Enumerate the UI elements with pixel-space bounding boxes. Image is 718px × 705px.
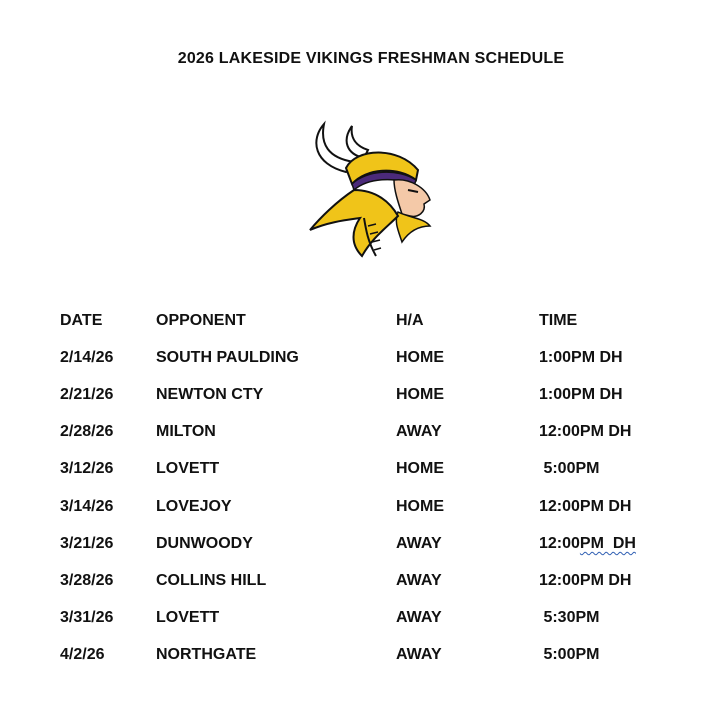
row-time-hour: 12:00 [539, 535, 580, 552]
row-ha: HOME [396, 498, 444, 515]
column-header-time: TIME [539, 312, 578, 329]
row-opponent: NORTHGATE [156, 646, 257, 663]
table-row [0, 606, 718, 630]
table-row [0, 495, 718, 519]
table-row [0, 457, 718, 481]
row-time: 12:00PM DH [539, 423, 632, 440]
row-time: 5:00PM [539, 646, 600, 663]
row-opponent: DUNWOODY [156, 535, 253, 552]
column-header-opponent: OPPONENT [156, 312, 246, 329]
row-time [539, 532, 636, 556]
row-time-spellcheck-flag: PM DH [579, 535, 636, 552]
row-ha: HOME [396, 386, 444, 403]
row-opponent: COLLINS HILL [156, 572, 267, 589]
row-time: 1:00PM DH [539, 349, 623, 366]
row-time: 5:30PM [539, 609, 600, 626]
row-ha: HOME [396, 460, 444, 477]
row-time: 12:00PM DH [539, 498, 632, 515]
row-opponent: SOUTH PAULDING [156, 349, 299, 366]
viking-head-logo-icon [306, 118, 438, 258]
row-opponent: NEWTON CTY [156, 386, 264, 403]
table-row [0, 532, 718, 556]
row-date: 3/12/26 [60, 460, 114, 477]
column-header-date: DATE [60, 312, 103, 329]
table-row [0, 420, 718, 444]
row-ha: AWAY [396, 572, 442, 589]
row-date: 2/14/26 [60, 349, 114, 366]
row-ha: AWAY [396, 423, 442, 440]
row-date: 3/28/26 [60, 572, 114, 589]
row-date: 2/28/26 [60, 423, 114, 440]
table-header-row [0, 309, 718, 333]
row-ha: AWAY [396, 609, 442, 626]
row-ha: AWAY [396, 535, 442, 552]
row-ha: AWAY [396, 646, 442, 663]
table-row [0, 346, 718, 370]
row-time: 5:00PM [539, 460, 600, 477]
row-ha: HOME [396, 349, 444, 366]
row-date: 4/2/26 [60, 646, 105, 663]
table-row [0, 643, 718, 667]
row-opponent: MILTON [156, 423, 216, 440]
row-date: 3/14/26 [60, 498, 114, 515]
row-opponent: LOVETT [156, 460, 220, 477]
row-date: 2/21/26 [60, 386, 114, 403]
row-date: 3/21/26 [60, 535, 114, 552]
row-time: 1:00PM DH [539, 386, 623, 403]
table-row [0, 383, 718, 407]
row-opponent: LOVETT [156, 609, 220, 626]
page-title: 2026 LAKESIDE VIKINGS FRESHMAN SCHEDULE [177, 50, 565, 67]
row-date: 3/31/26 [60, 609, 114, 626]
row-time: 12:00PM DH [539, 572, 632, 589]
column-header-ha: H/A [396, 312, 424, 329]
row-opponent: LOVEJOY [156, 498, 232, 515]
table-row [0, 569, 718, 593]
